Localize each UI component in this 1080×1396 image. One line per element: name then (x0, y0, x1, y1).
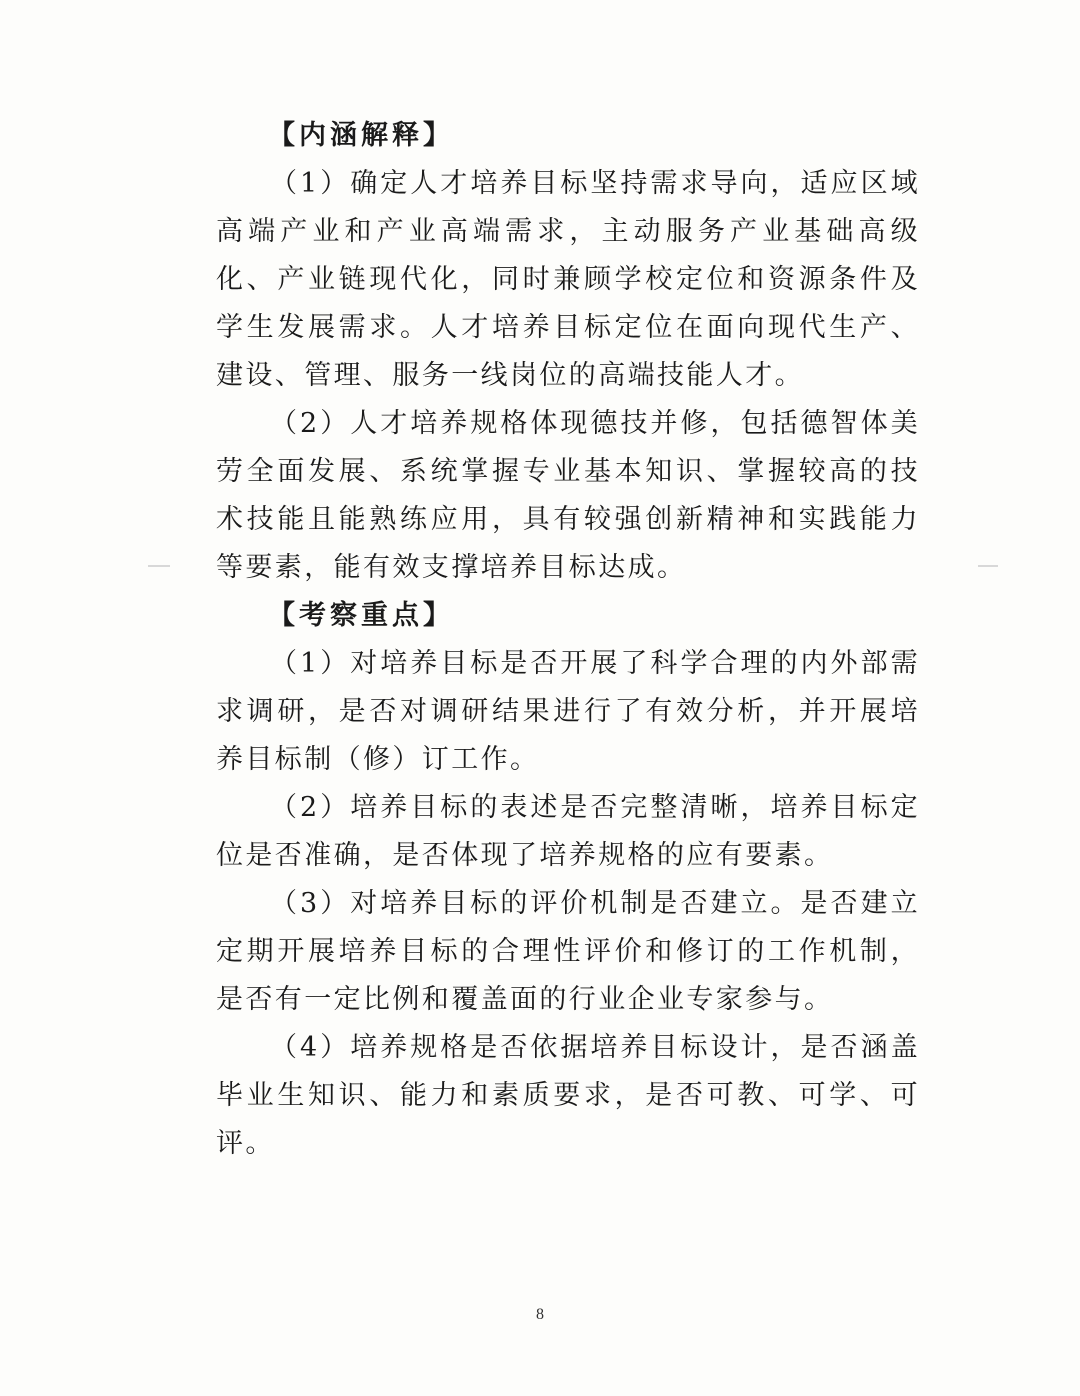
paragraph-key-point-1: （1）对培养目标是否开展了科学合理的内外部需求调研，是否对调研结果进行了有效分析，并开展培养目标制（修）订工作。 (216, 648, 920, 775)
section-heading-key-points: 【考察重点】 (268, 600, 454, 631)
page-number: 8 (536, 1306, 544, 1323)
paragraph-key-point-3: （3）对培养目标的评价机制是否建立。是否建立定期开展培养目标的合理性评价和修订的工作机制，是否有一定比例和覆盖面的行业企业专家参与。 (216, 888, 920, 1015)
scan-artifact-right (978, 565, 998, 567)
paragraph-key-point-4: （4）培养规格是否依据培养目标设计，是否涵盖毕业生知识、能力和素质要求，是否可教、可学、可评。 (216, 1032, 920, 1159)
paragraph-key-point-2: （2）培养目标的表述是否完整清晰，培养目标定位是否准确，是否体现了培养规格的应有要素。 (216, 792, 920, 871)
paragraph-connotation-2: （2）人才培养规格体现德技并修，包括德智体美劳全面发展、系统掌握专业基本知识、掌握较高的技术技能且能熟练应用，具有较强创新精神和实践能力等要素，能有效支撑培养目标达成。 (216, 408, 920, 583)
paragraph-connotation-1: （1）确定人才培养目标坚持需求导向，适应区域高端产业和产业高端需求，主动服务产业基础高级化、产业链现代化，同时兼顾学校定位和资源条件及学生发展需求。人才培养目标定位在面向现代生产、建设、管理、服务一线岗位的高端技能人才。 (216, 168, 920, 391)
scan-artifact-left (148, 565, 170, 567)
section-heading-connotation: 【内涵解释】 (268, 120, 454, 151)
document-body (216, 112, 920, 1168)
